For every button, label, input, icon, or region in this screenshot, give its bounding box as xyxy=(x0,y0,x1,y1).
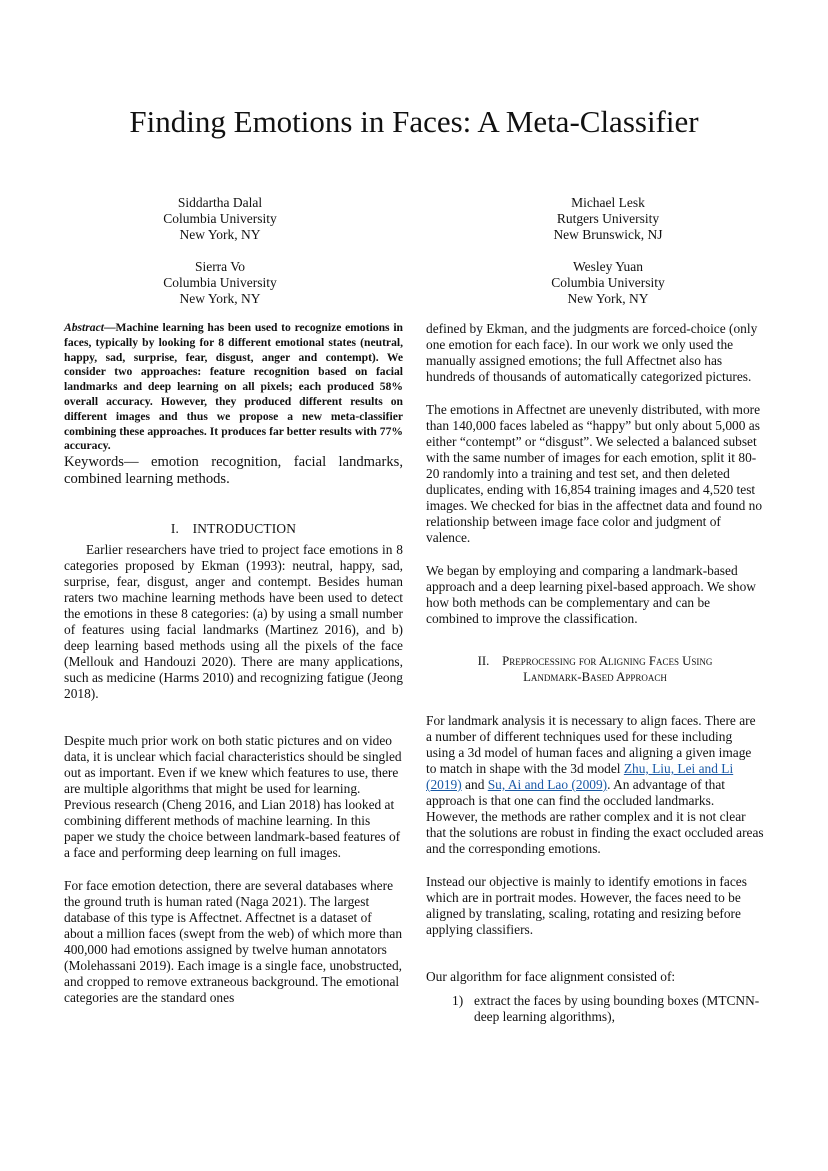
paper-title: Finding Emotions in Faces: A Meta-Classifier xyxy=(129,104,699,139)
intro-paragraph-1: Earlier researchers have tried to project face emotions in 8 categories proposed by Ekman (1993): neutral, happy, sad, surprise, fear, disgust, anger and contempt. Besides human raters two machine learning methods have been used to detect the emotions in these 8 categories: (a) by using a small number of features using facial landmarks (Martinez 2016), and b) deep learning based methods using all the pixels of the face (Mellouk and Handouzi 2020). There are many applications, such as medicine (Harms 2010) and recognizing fatigue (Jeong 2018). xyxy=(64,542,403,702)
author-name: Siddartha Dalal xyxy=(177,195,263,210)
preprocessing-paragraph-2: Instead our objective is mainly to identify emotions in faces which are in portrait modes. However, the faces need to be aligned by translating, scaling, rotating and resizing before applying classifiers. xyxy=(426,874,747,937)
paragraph-text: For landmark analysis it is necessary to align faces. There are a number of different techniques used for these including using a 3d model of human faces and aligning a given image to match in shape with the 3d model xyxy=(426,713,756,776)
author-affiliation: Columbia University xyxy=(163,275,277,290)
citation-link-zhu[interactable]: Zhu, Liu, Lei and Li (2019) xyxy=(426,761,734,792)
paragraph-text: . An advantage of that approach is that one can find the occluded landmarks. However, the methods are rather complex and it is not clear that the solutions are robust in finding the exact occluded areas and the corresponding emotions. xyxy=(426,777,764,856)
abstract-dash: — xyxy=(103,321,116,334)
left-column xyxy=(64,321,403,1006)
citation-link-su[interactable]: Su, Ai and Lao (2009) xyxy=(487,777,608,792)
keywords: Keywords— emotion recognition, facial landmarks, combined learning methods. xyxy=(64,454,403,488)
abstract xyxy=(64,321,403,454)
author-affiliation: Columbia University xyxy=(551,275,665,290)
author-affiliation: Rutgers University xyxy=(556,211,660,226)
intro-paragraph-6: We began by employing and comparing a landmark-based approach and a deep learning pixel-based approach. We show how both methods can be complementary and can be combined to improve the classification. xyxy=(426,563,756,626)
author-location: New York, NY xyxy=(179,227,261,242)
section-heading-preprocessing xyxy=(426,653,764,685)
right-column xyxy=(426,321,764,1025)
author-name: Sierra Vo xyxy=(194,259,246,274)
author-location: New Brunswick, NJ xyxy=(553,227,663,242)
section-heading-introduction: I. INTRODUCTION xyxy=(170,521,297,537)
intro-paragraph-2: Despite much prior work on both static pictures and on video data, it is unclear which facial characteristics should be singled out as important. Even if we knew which features to use, there are multiple algorithms that might be used for learning. Previous research (Cheng 2016, and Lian 2018) has looked at combining different methods of machine learning. In this paper we study the choice between landmark-based features of a face and performing deep learning on full images. xyxy=(64,733,402,861)
abstract-text: Machine learning has been used to recognize emotions in faces, typically by looking for 8 different emotional states (neutral, happy, sad, surprise, fear, disgust, anger and contempt). We consider two approaches: feature recognition based on facial landmarks and deep learning on all pixels; each produced 58% overall accuracy. However, they produced different results on different images and thus we propose a new meta-classifier combining these approaches. It produces far better results with 77% accuracy. xyxy=(64,321,403,453)
preprocessing-paragraph-3: Our algorithm for face alignment consisted of: xyxy=(426,969,676,984)
list-number: 1) xyxy=(452,993,464,1008)
author-block-1 xyxy=(105,195,335,243)
intro-paragraph-3: For face emotion detection, there are several databases where the ground truth is human rated (Naga 2021). The largest database of this type is Affectnet. Affectnet is a dataset of about a million faces (swept from the web) of which more than 400,000 had emotions assigned by twelve human annotators (Molehassani 2019). Each image is a single face, unobstructed, and cropped to remove extraneous background. The emotional categories are the standard ones xyxy=(64,878,403,1006)
author-location: New York, NY xyxy=(179,291,261,306)
section-heading-line-2: Landmark-Based Approach xyxy=(523,670,667,684)
list-text: extract the faces by using bounding boxes (MTCNN-deep learning algorithms), xyxy=(474,993,760,1024)
author-block-3 xyxy=(105,259,335,307)
preprocessing-paragraph-1 xyxy=(426,713,764,857)
intro-paragraph-4: defined by Ekman, and the judgments are forced-choice (only one emotion for each face). In our work we only used the manually assigned emotions; the full Affectnet also has hundreds of thousands of automatically categorized pictures. xyxy=(426,321,758,384)
author-block-2 xyxy=(493,195,723,243)
author-affiliation: Columbia University xyxy=(163,211,277,226)
section-heading-line-1: II. Preprocessing for Aligning Faces Using xyxy=(477,654,713,668)
author-name: Michael Lesk xyxy=(571,195,645,210)
abstract-label: Abstract xyxy=(64,321,104,334)
paragraph-text: and xyxy=(461,777,488,792)
intro-paragraph-5: The emotions in Affectnet are unevenly distributed, with more than 140,000 faces labeled as “happy” but only about 5,000 as either “contempt” or “disgust”. We selected a balanced subset with the same number of images for each emotion, split it 80-20 randomly into a training and test set, and then deleted duplicates, ending with 16,854 training images and 4,520 test images. We checked for bias in the affectnet data and found no relationship between image face color and judgment of valence. xyxy=(426,402,763,545)
list-item xyxy=(426,993,764,1025)
author-location: New York, NY xyxy=(567,291,649,306)
author-name: Wesley Yuan xyxy=(572,259,644,274)
author-block-4 xyxy=(493,259,723,307)
